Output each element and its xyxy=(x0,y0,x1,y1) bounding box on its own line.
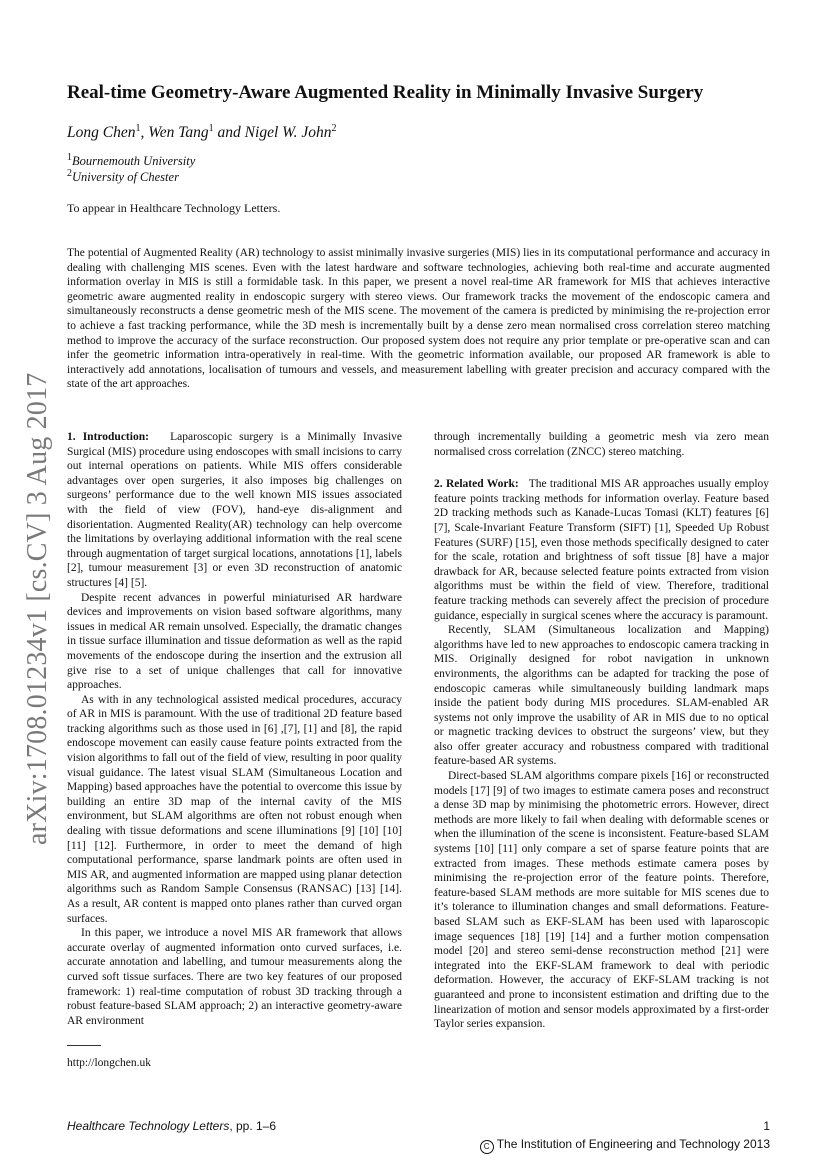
affiliation-mark: 1 xyxy=(208,123,214,134)
copyright-notice xyxy=(420,1136,770,1154)
section-heading: 1. Introduction: xyxy=(67,431,149,443)
related-paragraph: Recently, SLAM (Simultaneous localization and Mapping) algorithms have led to new approaches to endoscopic camera tracking in MIS. Originally designed for robot navigation in unknown environments, the algorithms can be adapted for tracking the pose of endoscopic cameras while simultaneously building landmark maps inside the patient body during MIS procedures. SLAM-enabled AR systems not only improve the usability of AR in MIS due to no optical or magnetic tracking devices to obstruct the surgeons’ view, but they also offer greater accuracy and robustness compared with traditional feature-based AR systems. xyxy=(434,624,769,768)
affiliation-mark: 1 xyxy=(67,152,72,163)
paper-title: Real-time Geometry-Aware Augmented Reality in Minimally Invasive Surgery xyxy=(67,82,704,103)
related-paragraph xyxy=(434,477,769,623)
related-paragraph: Direct-based SLAM algorithms compare pixels [16] or reconstructed models [17] [9] of two images to estimate camera poses and reconstruct a dense 3D map by minimising the photometric errors. However, direct methods are more likely to fail when dealing with deformable scenes or when the illumination of the scene is inconsistent. Feature-based SLAM systems [10] [11] only compare a set of sparse feature points that are extracted from images. These methods estimate camera poses by minimising the re-projection error of the feature points. Therefore, feature-based SLAM methods are more suitable for MIS scenes due to it’s tolerance to illumination changes and small deformations. Feature-based SLAM such as EKF-SLAM has been used with laparoscopic image sequences [18] [19] [14] and a further motion compensation model [20] and stereo semi-dense reconstruction method [21] were integrated into the EKF-SLAM framework to deal with periodic deformation. However, the accuracy of EKF-SLAM tracking is not guaranteed and prone to inconsistent estimation and drifting due to the linearization of motion and sensor models approximated by a first-order Taylor series expansion. xyxy=(434,770,769,1031)
footnote-rule xyxy=(67,1045,101,1046)
journal-pages: , pp. 1–6 xyxy=(229,1119,277,1133)
affiliation-mark: 2 xyxy=(67,168,72,179)
affiliation-name: Bournemouth University xyxy=(72,154,196,169)
intro-paragraph: As with in any technological assisted medical procedures, accuracy of AR in MIS is paramount. With the use of traditional 2D feature based tracking algorithms such as those used in [6] ,[7], [1] and [8], the rapid endoscope movement can easily cause feature points extracted from the vision algorithms to fall out of the field of view, resulting in poor quality visual guidance. The latest visual SLAM (Simultaneous Location and Mapping) based approaches have the potential to overcome this issue by building an entire 3D map of the internal cavity of the MIS environment, but SLAM algorithms are often not robust enough when dealing with tissue deformations and scene illuminations [9] [10] [10] [11] [12]. Furthermore, in order to meet the demand of high computational performance, sparse landmark points are often used in MIS AR, and augmented information are mapped using planar detection algorithms such as Random Sample Consensus (RANSAC) [13] [14]. As a result, AR content is mapped onto planes rather than curved organ surfaces. xyxy=(67,693,402,925)
affiliation-mark: 1 xyxy=(135,123,141,134)
affiliation-mark: 2 xyxy=(331,123,337,134)
journal-name: Healthcare Technology Letters xyxy=(67,1119,230,1133)
author-name: Long Chen xyxy=(67,124,136,142)
intro-paragraph: Despite recent advances in powerful miniaturised AR hardware devices and improvements on vision based software algorithms, many issues in medical AR remain unsolved. Especially, the dramatic changes in tissue surface illumination and tissue deformation as well as the rapid movements of the endoscope during the insertion and the extrusion all give rise to a set of unique challenges that call for innovative approaches. xyxy=(67,591,402,692)
intro-paragraph-continued: through incrementally building a geometric mesh via zero mean normalised cross correlation (ZNCC) stereo matching. xyxy=(434,431,769,458)
affiliation-name: University of Chester xyxy=(72,170,179,185)
paragraph-text: Laparoscopic surgery is a Minimally Invasive Surgical (MIS) procedure using endoscopes with small incisions to carry out internal operations on patients. While MIS offers considerable advantages over open surgeries, it also imposes big challenges on surgeons’ performance due to the well known MIS issues associated with the field of view (FOV), hand-eye dis-alignment and disorientation. Augmented Reality(AR) technology can help overcome the limitations by overlaying additional information with the real scene through augmentation of target surgical locations, annotations [1], labels [2], tumour measurement [3] or even 3D reconstruction of anatomic structures [4] [5]. xyxy=(67,431,402,589)
right-column xyxy=(434,430,769,1032)
section-gap xyxy=(434,459,769,477)
publication-note: To appear in Healthcare Technology Letters. xyxy=(67,201,281,215)
author-name: Nigel W. John xyxy=(244,124,332,142)
footnote-link[interactable]: http://longchen.uk xyxy=(67,1057,152,1069)
author-name: Wen Tang xyxy=(148,124,209,142)
author-separator: , xyxy=(140,124,149,142)
section-heading: 2. Related Work: xyxy=(434,478,519,491)
footer-journal xyxy=(67,1118,467,1134)
arxiv-identifier-text: arXiv:1708.01234v1 [cs.CV] 3 Aug 2017 xyxy=(22,372,53,845)
author-list xyxy=(67,118,767,144)
copyright-text: The Institution of Engineering and Technology 2013 xyxy=(496,1137,770,1151)
page-number: 1 xyxy=(763,1119,770,1133)
author-separator: and xyxy=(213,124,245,142)
paragraph-text: The traditional MIS AR approaches usually employ feature points tracking methods for information overlay. Feature based 2D tracking methods such as Kanade-Lucas Tomasi (KLT) features [6] [7], Scale-Invariant Feature Transform (SIFT) [1], Speeded Up Robust Features (SURF) [15], even those methods specifically designed to cater for the scale, rotation and brightness of soft tissue [8] have a major drawback for AR, because selected feature points extracted from vision algorithms must be within the field of view. Therefore, traditional feature tracking methods can severely affect the precision of procedure guidance, especially in surgical scenes where the accuracy is paramount. xyxy=(434,478,770,622)
arxiv-identifier xyxy=(18,365,58,845)
intro-paragraph: In this paper, we introduce a novel MIS AR framework that allows accurate overlay of augmented information onto curved surfaces, i.e. accurate annotation and labelling, and tumour measurements along the curved soft tissue surfaces. There are two key features of our proposed framework: 1) real-time computation of robust 3D tracking through a robust feature-based SLAM approach; 2) an interactive geometry-aware AR environment xyxy=(67,927,402,1027)
affiliation xyxy=(67,166,467,185)
abstract: The potential of Augmented Reality (AR) technology to assist minimally invasive surgeries (MIS) lies in its computational performance and accuracy in dealing with challenging MIS scenes. Even with the latest hardware and software technologies, achieving both real-time and accurate augmented information overlay in MIS is still a formidable task. In this paper, we present a novel real-time AR framework for MIS that achieves interactive geometric aware augmented reality in endoscopic surgery with stereo views. Our framework tracks the movement of the endoscopic camera and simultaneously reconstructs a dense geometric mesh of the MIS scene. The movement of the camera is predicted by minimising the re-projection error to achieve a fast tracking performance, while the 3D mesh is incrementally built by a dense zero mean normalised cross correlation stereo matching method to improve the accuracy of the surface reconstruction. Our proposed system does not require any prior template or pre-operative scan and can infer the geometric information intra-operatively in real-time. With the geometric information available, our proposed AR framework is able to interactively add annotations, localisation of tumours and vessels, and measurement labelling with greater precision and accuracy compared with the state of the art approaches. xyxy=(67,247,770,391)
copyright-icon: C xyxy=(480,1140,494,1154)
left-column xyxy=(67,430,402,1028)
intro-paragraph xyxy=(67,430,402,591)
